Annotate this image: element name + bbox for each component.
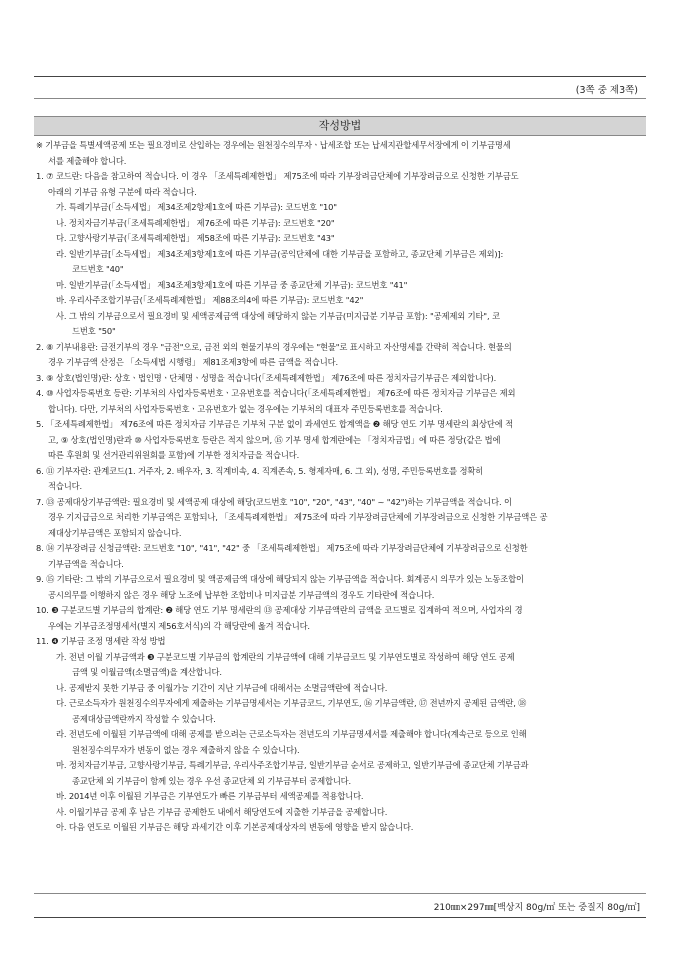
instruction-line: 11. ❹ 기부금 조정 명세란 작성 방법 [36, 636, 166, 646]
instruction-line: 다. 고향사랑기부금(「조세특례제한법」 제58조에 따른 기부금): 코드번호 "43" [56, 233, 335, 243]
instruction-line: 코드번호 "40" [72, 264, 124, 274]
instruction-line: 합니다). 다만, 기부처의 사업자등록번호ㆍ고유번호가 없는 경우에는 기부처의 대표자 주민등록번호를 적습니다. [48, 403, 443, 414]
instruction-line: 서를 제출해야 합니다. [48, 155, 127, 166]
instruction-line: 바. 2014년 이후 이월된 기부금은 기부연도가 빠른 기부금부터 세액공제를 적용합니다. [56, 791, 364, 801]
instruction-line: 1. ⑦ 코드란: 다음을 참고하여 적습니다. 이 경우 「조세특례제한법」 제75조에 따라 기부장려금단체에 기부장려금으로 신청한 기부금도 [36, 171, 519, 181]
instruction-line: 경우 기지급금으로 처리한 기부금액은 포함되나, 「조세특례제한법」 제75조에 따라 기부장려금단체에 기부장려금으로 신청한 기부금액은 공 [48, 512, 548, 522]
instruction-line: 고, ⑨ 상호(법인명)란과 ⑩ 사업자등록번호 등란은 적지 않으며, ⑮ 기부 명세 합계란에는 「정치자금법」에 따른 정당(같은 법에 [48, 434, 501, 445]
instruction-line: 사. 이월기부금 공제 후 남은 기부금 공제한도 내에서 해당연도에 지출한 기부금을 공제합니다. [56, 806, 388, 817]
instruction-line: 공제대상금액란까지 작성할 수 있습니다. [72, 713, 216, 724]
instruction-line: 기부금액을 적습니다. [48, 558, 124, 569]
footer-rule [34, 917, 646, 918]
instruction-line: 드번호 "50" [72, 326, 116, 336]
instruction-line: 마. 일반기부금(「소득세법」 제34조제3항제1호에 따른 기부금 중 종교단체 기부금): 코드번호 "41" [56, 279, 408, 290]
instruction-line: ※ 기부금을 특별세액공제 또는 필요경비로 산입하는 경우에는 원천징수의무자ㆍ납세조합 또는 납세지관할세무서장에게 이 기부금명세 [36, 140, 511, 150]
instruction-line: 라. 일반기부금[「소득세법」 제34조제3항제1호에 따른 기부금(공익단체에 대한 기부금을 포함하고, 종교단체 기부금은 제외)]: [56, 248, 504, 259]
instruction-line: 7. ⑬ 공제대상기부금액란: 필요경비 및 세액공제 대상에 해당(코드번호 "10", "20", "43", "40" ~ "42")하는 기부금액을 적습니다. 이 [36, 496, 512, 507]
section-title: 작성방법 [34, 116, 646, 136]
instruction-line: 가. 특례기부금(「소득세법」 제34조제2항제1호에 따른 기부금): 코드번호 "10" [56, 202, 337, 212]
instruction-line: 나. 공제받지 못한 기부금 중 이월가능 기간이 지난 기부금에 대해서는 소멸금액란에 적습니다. [56, 682, 388, 693]
instruction-line: 8. ⑭ 기부장려금 신청금액란: 코드번호 "10", "41", "42" 중 「조세특례제한법」 제75조에 따라 기부장려금단체에 기부장려금으로 신청한 [36, 543, 528, 553]
paper-size-note: 210㎜×297㎜[백상지 80g/㎡ 또는 중질지 80g/㎡] [433, 903, 640, 913]
instruction-line: 종교단체 외 기부금이 함께 있는 경우 우선 종교단체 외 기부금부터 공제합니다. [72, 775, 352, 786]
instruction-line: 6. ⑪ 기부자란: 관계코드(1. 거주자, 2. 배우자, 3. 직계비속, 4. 직계존속, 5. 형제자매, 6. 그 외), 성명, 주민등록번호를 정확히 [36, 465, 484, 476]
instruction-line: 아. 다음 연도로 이월된 기부금은 해당 과세기간 이후 기본공제대상자의 변동에 영향을 받지 않습니다. [56, 822, 414, 832]
instruction-line: 사. 그 밖의 기부금으로서 필요경비 및 세액공제금액 대상에 해당하지 않는 기부금(미지급분 기부금 포함): "공제제외 기타", 코 [56, 310, 500, 321]
instruction-line: 원천징수의무자가 변동이 없는 경우 제출하지 않을 수 있습니다). [72, 744, 300, 755]
instruction-line: 나. 정치자금기부금(「조세특례제한법」 제76조에 따른 기부금): 코드번호 "20" [56, 217, 335, 228]
instruction-line: 가. 전년 이월 기부금액과 ❸ 구분코드별 기부금의 합계란의 기부금액에 대해 기부금코드 및 기부연도별로 작성하여 해당 연도 공제 [56, 651, 515, 662]
instruction-line: 바. 우리사주조합기부금(「조세특례제한법」 제88조의4에 따른 기부금): 코드번호 "42" [56, 295, 364, 305]
instruction-line: 9. ⑮ 기타란: 그 밖의 기부금으로서 필요경비 및 액공제금액 대상에 해당되지 않는 기부금액을 적습니다. 회계공시 의무가 있는 노동조합이 [36, 574, 524, 584]
instruction-line: 10. ❸ 구분코드별 기부금의 합계란: ❷ 해당 연도 기부 명세란의 ⑬ 공제대상 기부금액란의 금액을 코드별로 집계하여 적으며, 사업자의 경 [36, 605, 523, 615]
bottom-divider [34, 893, 646, 894]
instruction-line: 다. 근로소득자가 원천징수의무자에게 제출하는 기부금명세서는 기부금코드, 기부연도, ⑯ 기부금액란, ⑰ 전년까지 공제된 금액란, ⑱ [56, 698, 527, 708]
header-divider [34, 98, 646, 99]
instruction-line: 제대상기부금액은 포함되지 않습니다. [48, 527, 182, 538]
instruction-line: 적습니다. [48, 481, 82, 491]
instruction-line: 5. 「조세특례제한법」 제76조에 따른 정치자금 기부금은 기부처 구분 없이 과세연도 합계액을 ❷ 해당 연도 기부 명세란의 최상단에 적 [36, 419, 513, 429]
top-rule [34, 76, 646, 77]
instruction-line: 아래의 기부금 유형 구분에 따라 적습니다. [48, 186, 197, 197]
instruction-line: 경우 기부금액 산정은 「소득세법 시행령」 제81조제3항에 따른 금액을 적습니다. [48, 357, 339, 367]
instruction-line: 마. 정치자금기부금, 고향사랑기부금, 특례기부금, 우리사주조합기부금, 일반기부금 순서로 공제하고, 일반기부금에 종교단체 기부금과 [56, 760, 529, 770]
instruction-line: 금액 및 이월금액(소멸금액)을 계산합니다. [72, 667, 222, 677]
instruction-line: 라. 전년도에 이월된 기부금액에 대해 공제를 받으려는 근로소득자는 전년도의 기부금명세서를 제출해야 합니다(계속근로 등으로 인해 [56, 729, 527, 739]
instruction-line: 공시의무를 이행하지 않은 경우 해당 노조에 납부한 조합비나 미지급분 기부금액의 경우도 기타란에 적습니다. [48, 589, 435, 600]
instructions-body [36, 138, 640, 836]
instruction-line: 따른 후원회 및 선거관리위원회를 포함)에 기부한 정치자금을 적습니다. [48, 450, 300, 460]
instruction-line: 2. ⑧ 기부내용란: 금전기부의 경우 "금전"으로, 금전 외의 현물기부의 경우에는 "현물"로 표시하고 자산명세를 간략히 적습니다. 현물의 [36, 341, 512, 352]
page-indicator: (3쪽 중 제3쪽) [575, 85, 638, 96]
instruction-line: 우에는 기부금조정명세서(별지 제56호서식)의 각 해당란에 옮겨 적습니다. [48, 620, 310, 631]
instruction-line: 3. ⑨ 상호(법인명)란: 상호ㆍ법인명ㆍ단체명ㆍ성명을 적습니다(「조세특례제한법」 제76조에 따른 정치자금기부금은 제외합니다). [36, 372, 497, 383]
instruction-line: 4. ⑩ 사업자등록번호 등란: 기부처의 사업자등록번호ㆍ고유번호를 적습니다(「조세특례제한법」 제76조에 따른 정치자금 기부금은 제외 [36, 388, 516, 398]
